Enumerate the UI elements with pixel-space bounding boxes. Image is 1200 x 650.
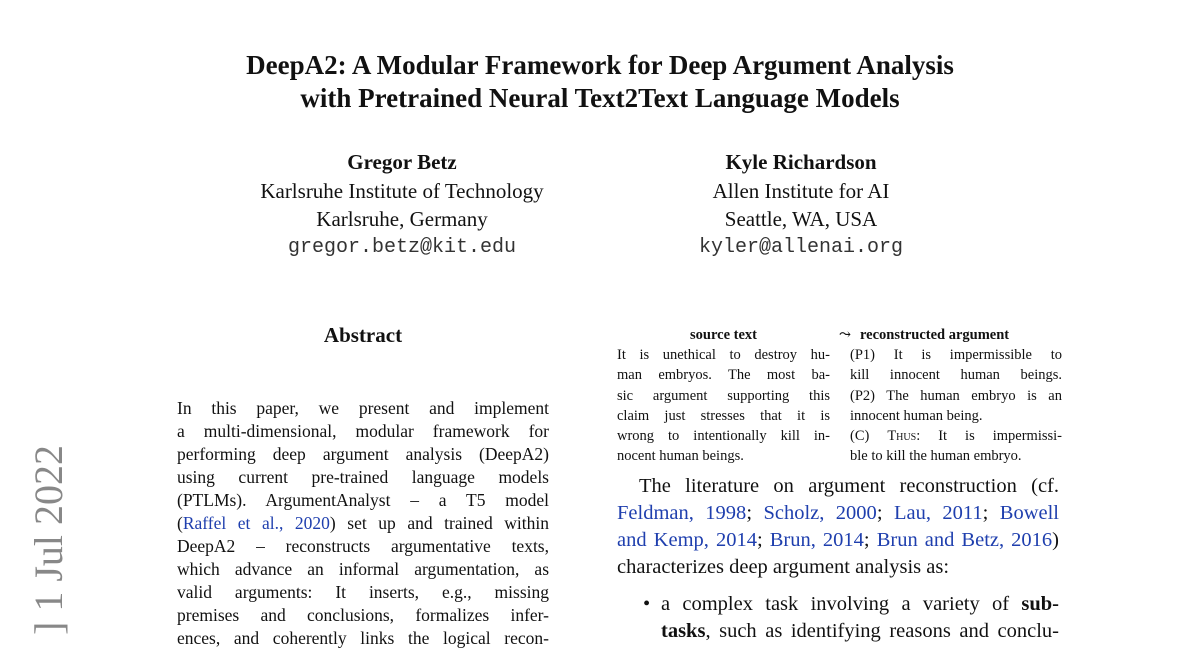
paper-title — [150, 49, 1050, 115]
premise-line: kill innocent human beings. — [850, 367, 1062, 384]
bullet-dot-icon: • — [643, 593, 651, 615]
source-text-line: It is unethical to destroy hu- — [617, 347, 830, 363]
citation-link-feldman[interactable]: Feldman, 1998 — [617, 502, 747, 524]
abstract-line: valid arguments: It inserts, e.g., missing — [177, 582, 549, 602]
abstract-line: In this paper, we present and implement — [177, 398, 549, 418]
bullet-bold-text: tasks — [661, 620, 706, 642]
author-name: Gregor Betz — [347, 150, 457, 174]
abstract-line: performing deep argument analysis (DeepA2) — [177, 444, 549, 464]
abstract-body — [177, 397, 549, 650]
author-location: Seattle, WA, USA — [724, 207, 878, 231]
author-affiliation: Karlsruhe Institute of Technology — [260, 178, 544, 203]
citation-link-bowell[interactable]: Bowell — [999, 502, 1059, 524]
conclusion-text: It is impermissi- — [938, 428, 1062, 445]
bullet-bold-text: sub- — [1021, 593, 1059, 615]
premise-line: innocent human being. — [850, 407, 983, 424]
conclusion-label-prefix: (C) — [850, 428, 888, 445]
title-line-1: DeepA2: A Modular Framework for Deep Argument Analysis — [246, 50, 954, 80]
bullet-text: a complex task involving a variety of — [661, 593, 1010, 615]
source-text-line: nocent human beings. — [617, 448, 744, 465]
source-text-line: wrong to intentionally kill in- — [617, 428, 830, 445]
citation-link-raffel[interactable]: Raffel et al., 2020 — [182, 513, 330, 533]
author-block-betz — [202, 148, 602, 262]
arxiv-stamp: ] 1 Jul 2022 — [26, 445, 71, 635]
conclusion-label-thus: Thus — [887, 428, 917, 445]
premise-line: (P1) It is impermissible to — [850, 347, 1062, 363]
abstract-line: using current pre-trained language models — [177, 467, 549, 487]
bullet-item — [617, 591, 1059, 645]
source-text-line: claim just stresses that it is — [617, 407, 830, 424]
abstract-line: (PTLMs). ArgumentAnalyst – a T5 model — [177, 490, 549, 510]
bullet-list — [617, 591, 1059, 645]
source-text-header: source text — [690, 327, 757, 343]
body-line: characterizes deep argument analysis as: — [617, 556, 950, 578]
abstract-heading: Abstract — [323, 323, 403, 347]
bullet-line — [661, 591, 1059, 618]
citation-link-bowell-kemp[interactable]: and Kemp, 2014 — [617, 529, 757, 551]
bullet-text: , such as identifying reasons and conclu- — [705, 620, 1059, 642]
reconstructed-argument-header: reconstructed argument — [860, 327, 1010, 343]
reconstructed-argument-column — [850, 345, 1062, 467]
source-text-line: man embryos. The most ba- — [617, 367, 830, 384]
source-text-column — [617, 345, 830, 467]
premise-line: (P2) The human embryo is an — [850, 387, 1062, 404]
body-line: The literature on argument reconstruction (cf. — [639, 475, 1059, 497]
author-block-richardson — [601, 148, 1001, 262]
abstract-line: (Raffel et al., 2020) set up and trained within — [177, 513, 549, 533]
author-email: gregor.betz@kit.edu — [287, 235, 517, 259]
citation-link-lau[interactable]: Lau, 2011 — [893, 502, 983, 524]
author-affiliation: Allen Institute for AI — [712, 178, 890, 203]
body-line: and Kemp, 2014; Brun, 2014; Brun and Betz, 2016) — [617, 529, 1059, 551]
abstract-line: DeepA2 – reconstructs argumentative texts, — [177, 536, 549, 556]
abstract-line: ences, and coherently links the logical recon- — [177, 628, 549, 648]
argument-example-table — [617, 325, 1062, 467]
conclusion-line — [850, 426, 1062, 446]
bullet-line — [661, 618, 1059, 645]
abstract-line: premises and conclusions, formalizes infer- — [177, 605, 549, 625]
body-line: Feldman, 1998; Scholz, 2000; Lau, 2011; Bowell — [617, 502, 1059, 524]
conclusion-line: ble to kill the human embryo. — [850, 448, 1022, 465]
author-email: kyler@allenai.org — [698, 235, 904, 259]
example-header-row — [617, 325, 1062, 345]
conclusion-label-suffix: : — [916, 428, 921, 445]
source-text-line: sic argument supporting this — [617, 387, 830, 404]
citation-link-brun[interactable]: Brun, 2014 — [769, 529, 864, 551]
abstract-line-text: set up and trained within — [347, 513, 549, 533]
abstract-line: which advance an informal argumentation, as — [177, 559, 549, 579]
author-name: Kyle Richardson — [725, 150, 877, 174]
citation-link-brun-betz[interactable]: Brun and Betz, 2016 — [876, 529, 1053, 551]
citation-link-scholz[interactable]: Scholz, 2000 — [763, 502, 877, 524]
squiggle-arrow-icon: ⤳ — [838, 327, 852, 343]
example-columns — [617, 345, 1062, 467]
abstract-line: a multi-dimensional, modular framework for — [177, 421, 549, 441]
body-text — [617, 473, 1059, 645]
title-line-2: with Pretrained Neural Text2Text Language Models — [300, 83, 900, 113]
author-location: Karlsruhe, Germany — [316, 207, 488, 231]
